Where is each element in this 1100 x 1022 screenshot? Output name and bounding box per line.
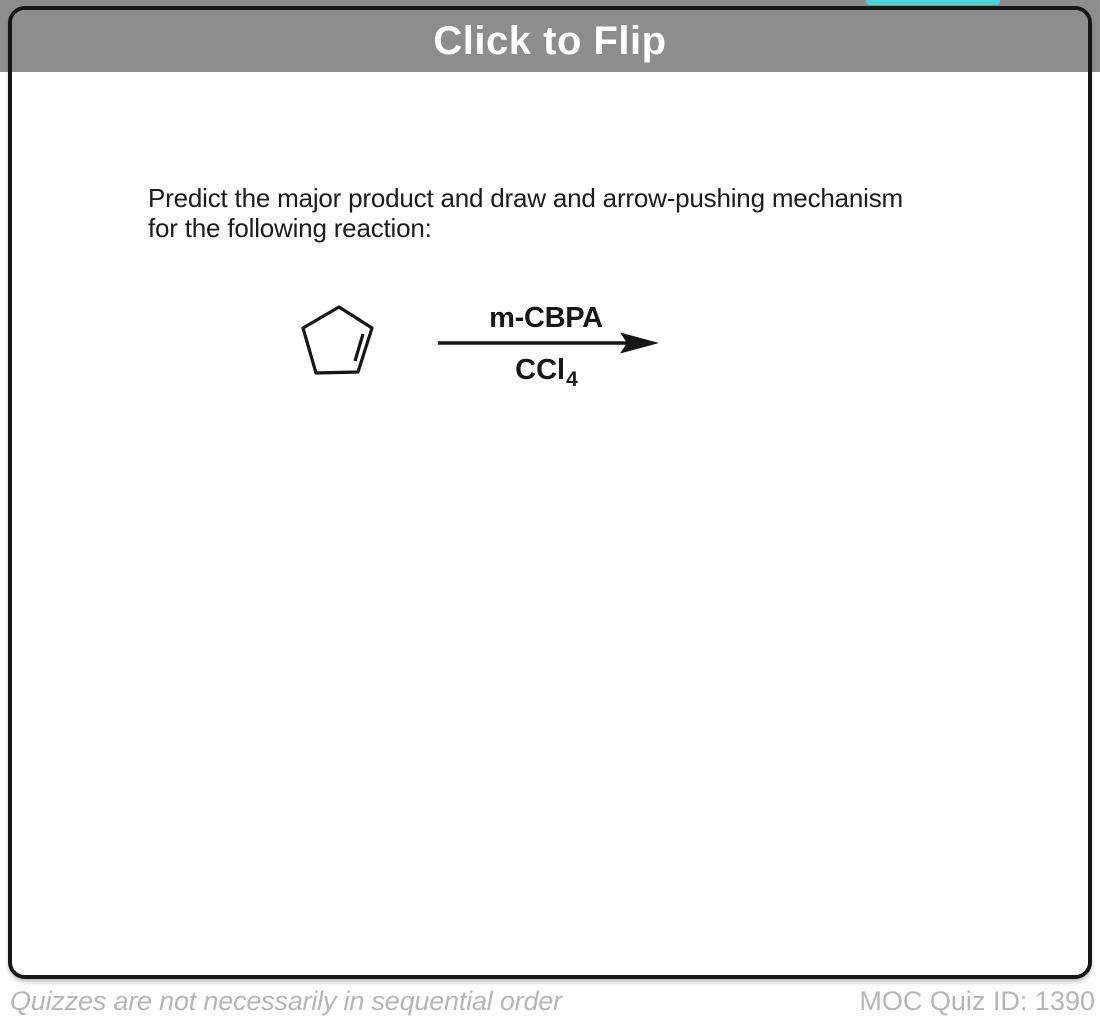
quiz-id-label: MOC Quiz ID: 1390 (859, 986, 1095, 1016)
reagent-label: m-CBPA (489, 302, 603, 334)
question-line-2: for the following reaction: (148, 213, 432, 243)
card-header-title: Click to Flip (433, 18, 667, 63)
question-text (148, 183, 903, 243)
solvent-subscript: 4 (566, 368, 578, 391)
solvent-base: CCl (515, 354, 566, 386)
solvent-label (435, 354, 657, 391)
card-body (12, 72, 1088, 975)
card-header[interactable] (12, 10, 1088, 72)
question-line-1: Predict the major product and draw and arrow-pushing mechanism (148, 183, 903, 213)
teal-button-fragment[interactable] (866, 0, 1000, 5)
cyclopentene-structure-icon (295, 298, 390, 393)
flashcard[interactable] (8, 6, 1092, 979)
footer-note: Quizzes are not necessarily in sequential order (10, 986, 562, 1016)
reaction-arrow-icon (435, 330, 663, 356)
